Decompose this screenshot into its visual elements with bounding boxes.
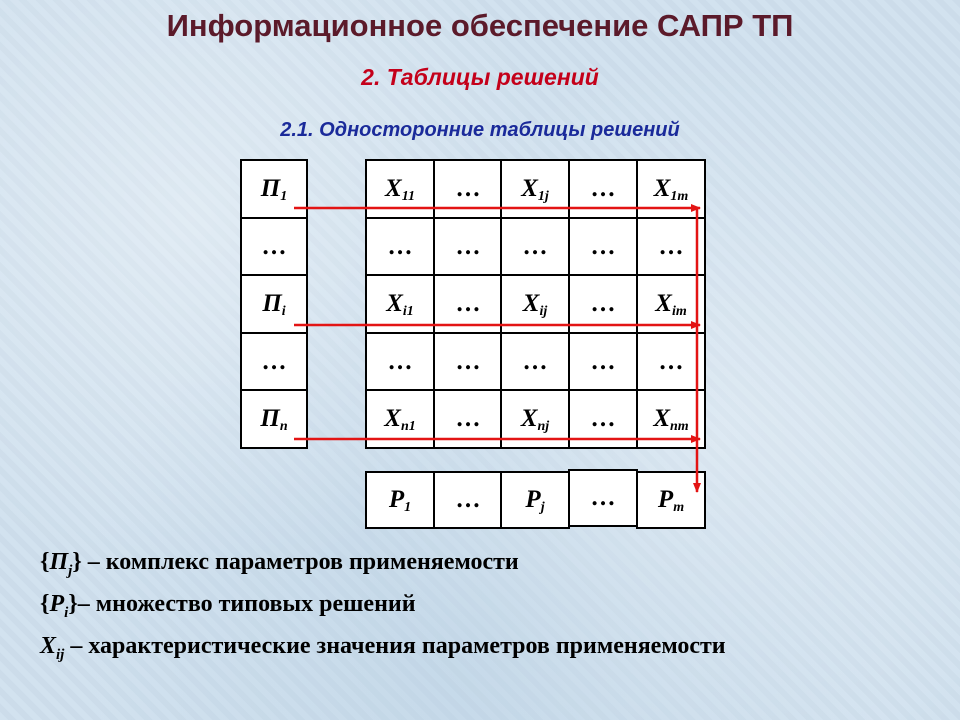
- legend-before: {: [40, 549, 50, 575]
- param-cell-sub: n: [279, 419, 288, 434]
- matrix-cell-sub: ij: [539, 304, 548, 319]
- matrix-cell-main: X: [386, 290, 403, 317]
- matrix-cell-main: X: [653, 175, 671, 202]
- matrix-cell-main: …: [590, 175, 616, 202]
- legend-sub: j: [68, 563, 73, 579]
- solution-cell-main: P: [388, 486, 405, 513]
- matrix-cell-main: X: [521, 175, 538, 202]
- matrix-cell-main: …: [590, 290, 616, 317]
- legend-line: [40, 633, 726, 663]
- legend-sub: i: [64, 605, 69, 621]
- matrix-cell-main: …: [522, 348, 548, 375]
- matrix-cell-main: X: [522, 290, 540, 317]
- solution-cell-sub: j: [540, 500, 545, 515]
- solution-cell-sub: m: [673, 500, 685, 515]
- legend-after: – характеристические значения параметров применяемости: [64, 633, 726, 659]
- param-cell-main: П: [262, 290, 282, 317]
- legend-sym: P: [49, 591, 65, 617]
- matrix-cell-main: …: [455, 405, 481, 432]
- matrix-cell-main: …: [590, 405, 616, 432]
- matrix-cell-sub: 11: [401, 189, 415, 204]
- matrix-cell-main: …: [455, 175, 481, 202]
- slide-title: Информационное обеспечение САПР ТП: [166, 8, 794, 43]
- solution-cell-main: P: [525, 486, 541, 513]
- matrix-cell-main: …: [455, 348, 481, 375]
- param-cell-sub: 1: [280, 189, 288, 204]
- param-cell-main: …: [261, 348, 287, 375]
- matrix-cell-main: …: [590, 233, 616, 260]
- legend-sym: П: [49, 549, 69, 575]
- legend-sub: ij: [56, 647, 65, 663]
- param-cell-main: П: [260, 175, 281, 202]
- matrix-cell-main: …: [658, 348, 684, 375]
- legend-after: }– множество типовых решений: [68, 591, 416, 617]
- legend-after: } – комплекс параметров применяемости: [72, 549, 519, 575]
- subsection-title: 2.1. Односторонние таблицы решений: [280, 119, 680, 141]
- solution-cell-sub: 1: [404, 500, 412, 515]
- legend-before: {: [40, 591, 50, 617]
- matrix-cell-sub: 1j: [537, 189, 549, 204]
- matrix-cell-sub: 1m: [670, 189, 689, 204]
- matrix-cell-sub: n1: [400, 419, 416, 434]
- solution-cell-main: P: [657, 486, 674, 513]
- param-cell-main: …: [261, 233, 287, 260]
- matrix-cell-sub: nm: [670, 419, 689, 434]
- param-cell-main: П: [260, 405, 280, 432]
- matrix-cell-main: X: [653, 405, 670, 432]
- solution-cell-main: …: [590, 484, 616, 511]
- matrix-cell-main: …: [455, 290, 481, 317]
- matrix-cell-main: …: [522, 233, 548, 260]
- matrix-cell-main: X: [520, 405, 538, 432]
- matrix-cell-main: X: [655, 290, 672, 317]
- matrix-cell-main: …: [455, 233, 481, 260]
- matrix-cell-main: …: [387, 233, 413, 260]
- matrix-cell-main: X: [384, 405, 401, 432]
- matrix-cell-sub: i1: [402, 304, 414, 319]
- legend-sym: X: [40, 633, 57, 659]
- matrix-cell-sub: nj: [537, 419, 550, 434]
- legend-line: [40, 591, 416, 621]
- section-subtitle: 2. Таблицы решений: [361, 64, 599, 90]
- matrix-cell-sub: im: [671, 304, 687, 319]
- matrix-cell-main: …: [387, 348, 413, 375]
- matrix-cell-main: …: [658, 233, 684, 260]
- legend-line: [40, 549, 519, 579]
- param-cell-sub: i: [281, 304, 286, 319]
- solution-cell-main: …: [455, 486, 481, 513]
- matrix-cell-main: X: [385, 175, 402, 202]
- matrix-cell-main: …: [590, 348, 616, 375]
